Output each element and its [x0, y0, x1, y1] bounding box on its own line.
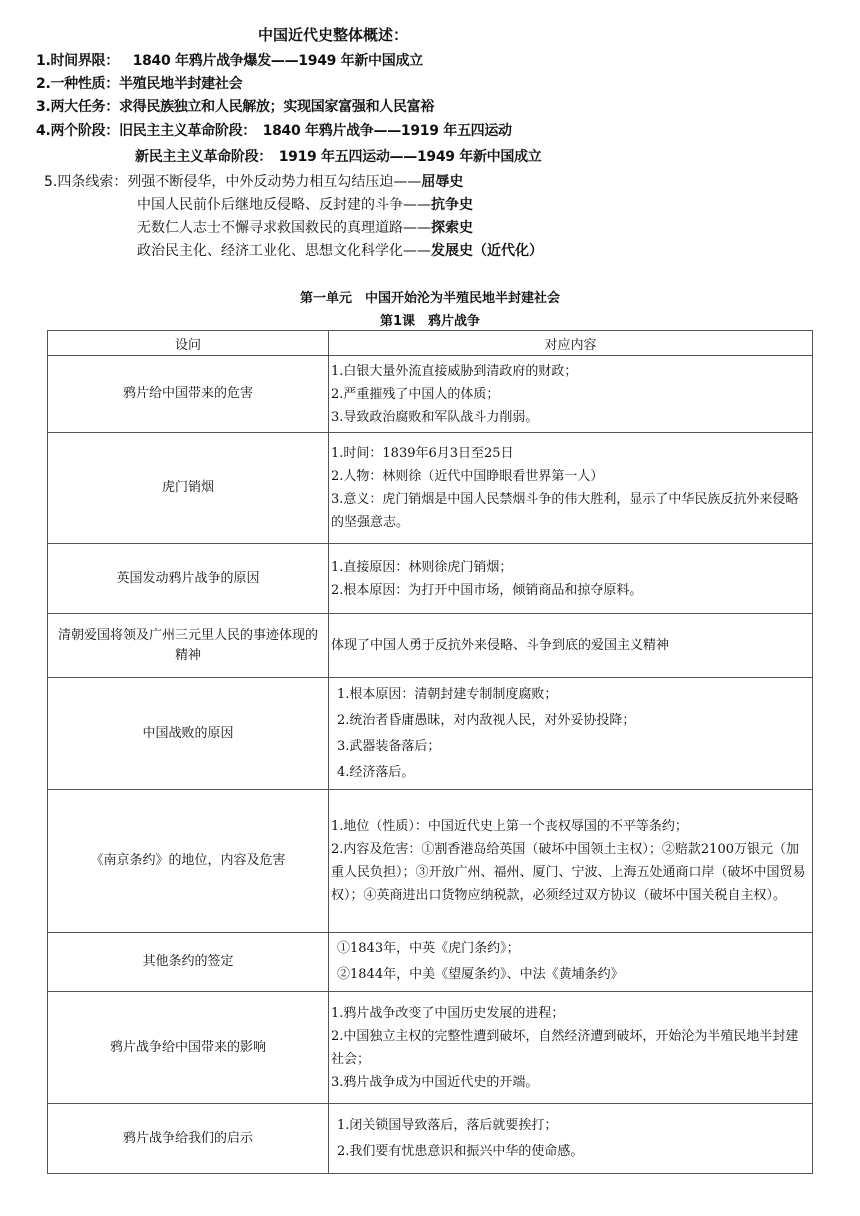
overview-value: 新民主主义革命阶段： 1919 年五四运动——1949 年新中国成立	[135, 149, 542, 165]
overview-value: 1840 年鸦片战争爆发——1949 年新中国成立	[118, 53, 423, 69]
overview-label: 2.一种性质：	[36, 76, 119, 92]
table-row	[48, 614, 813, 678]
thread-text: 无数仁人志士不懈寻求救国救民的真理道路——	[137, 220, 431, 236]
answer-line: ②1844年，中美《望厦条约》、中法《黄埔条约》	[337, 967, 624, 982]
answer-line: 3.武器装备落后；	[337, 738, 441, 754]
overview-value: 半殖民地半封建社会	[118, 76, 243, 92]
answer-line: 1.地位（性质）：中国近代史上第一个丧权辱国的不平等条约；	[331, 819, 688, 834]
answer-cell	[329, 614, 813, 678]
page-title: 中国近代史整体概述：	[258, 26, 409, 44]
table-row	[48, 790, 813, 933]
thread-line-2	[137, 194, 473, 214]
question-cell: 鸦片给中国带来的危害	[48, 356, 329, 433]
overview-line-time-range	[36, 50, 423, 70]
question-cell: 鸦片战争给中国带来的影响	[48, 992, 329, 1104]
overview-label: 4.两个阶段：	[36, 123, 119, 139]
header-answer: 对应内容	[329, 331, 813, 356]
answer-cell	[329, 356, 813, 433]
answer-line: ①1843年，中英《虎门条约》；	[337, 941, 520, 956]
thread-line-4	[137, 240, 543, 260]
thread-text: 政治民主化、经济工业化、思想文化科学化——	[137, 243, 431, 259]
table-row	[48, 678, 813, 790]
answer-cell	[329, 790, 813, 933]
question-cell: 鸦片战争给我们的启示	[48, 1104, 329, 1174]
thread-tag: 发展史（近代化）	[431, 243, 543, 259]
answer-line: 1.闭关锁国导致落后，落后就要挨打；	[337, 1117, 558, 1133]
overview-line-stage-two	[135, 146, 541, 166]
overview-label: 1.时间界限：	[36, 53, 119, 69]
question-cell: 中国战败的原因	[48, 678, 329, 790]
thread-text: 中国人民前仆后继地反侵略、反封建的斗争——	[137, 197, 431, 213]
thread-text: 列强不断侵华，中外反动势力相互勾结压迫——	[127, 174, 422, 190]
answer-line: 2.严重摧残了中国人的体质；	[331, 386, 500, 402]
answer-line: 体现了中国人勇于反抗外来侵略、斗争到底的爱国主义精神	[331, 638, 670, 653]
overview-label: 3.两大任务：	[36, 99, 119, 115]
threads-label: 5.四条线索：	[44, 174, 128, 190]
answer-line: 2.根本原因：为打开中国市场，倾销商品和掠夺原料。	[331, 582, 643, 598]
answer-line: 2.我们要有忧患意识和振兴中华的使命感。	[337, 1143, 584, 1159]
answer-line: 1.根本原因：清朝封建专制制度腐败；	[337, 686, 558, 702]
answer-line: 1.白银大量外流直接威胁到清政府的财政；	[331, 363, 578, 379]
question-cell: 其他条约的签定	[48, 933, 329, 992]
table-header-row	[48, 331, 813, 356]
answer-line: 2.内容及危害：①割香港岛给英国（破坏中国领土主权）；②赔款2100万银元（加重人民负担）；③开放广州、福州、厦门、宁波、上海五处通商口岸（破坏中国贸易权）；④英商进出口货物应纳税款，必须经过双方协议（破坏中国关税自主权）。	[331, 842, 806, 903]
answer-line: 2.统治者昏庸愚昧，对内敌视人民，对外妥协投降；	[337, 712, 636, 728]
question-cell: 虎门销烟	[48, 433, 329, 544]
thread-tag: 屈辱史	[421, 174, 464, 190]
answer-cell	[329, 433, 813, 544]
thread-line-3	[137, 217, 473, 237]
table-row	[48, 933, 813, 992]
overview-line-nature	[36, 73, 242, 93]
header-question: 设问	[48, 331, 329, 356]
answer-line: 1.直接原因：林则徐虎门销烟；	[331, 559, 513, 575]
thread-line-1	[44, 171, 463, 191]
answer-cell	[329, 544, 813, 614]
overview-value: 旧民主主义革命阶段： 1840 年鸦片战争——1919 年五四运动	[118, 123, 512, 139]
overview-line-tasks	[36, 96, 434, 116]
overview-line-stages	[36, 120, 512, 140]
answer-line: 3.鸦片战争成为中国近代史的开端。	[331, 1074, 539, 1090]
table-row	[48, 544, 813, 614]
answer-line: 1.时间：1839年6月3日至25日	[331, 446, 514, 461]
answer-cell	[329, 933, 813, 992]
table-row	[48, 992, 813, 1104]
lesson-title: 第1课 鸦片战争	[379, 314, 481, 329]
answer-cell	[329, 992, 813, 1104]
answer-cell	[329, 1104, 813, 1174]
answer-line: 1.鸦片战争改变了中国历史发展的进程；	[331, 1005, 565, 1021]
answer-line: 3.导致政治腐败和军队战斗力削弱。	[331, 409, 539, 425]
thread-tag: 探索史	[431, 220, 473, 236]
thread-tag: 抗争史	[431, 197, 473, 213]
table-row	[48, 356, 813, 433]
table-row	[48, 1104, 813, 1174]
answer-line: 3.意义：虎门销烟是中国人民禁烟斗争的伟大胜利，显示了中华民族反抗外来侵略的坚强意志。	[331, 492, 799, 530]
table-row	[48, 433, 813, 544]
unit-title: 第一单元 中国开始沦为半殖民地半封建社会	[299, 291, 560, 306]
overview-value: 求得民族独立和人民解放；实现国家富强和人民富裕	[118, 99, 435, 115]
answer-line: 4.经济落后。	[337, 764, 415, 780]
answer-line: 2.人物：林则徐（近代中国睁眼看世界第一人）	[331, 469, 604, 484]
question-cell: 《南京条约》的地位，内容及危害	[48, 790, 329, 933]
qa-table	[47, 330, 813, 1174]
answer-cell	[329, 678, 813, 790]
question-cell: 英国发动鸦片战争的原因	[48, 544, 329, 614]
question-cell: 清朝爱国将领及广州三元里人民的事迹体现的精神	[48, 614, 329, 678]
answer-line: 2.中国独立主权的完整性遭到破坏，自然经济遭到破坏，开始沦为半殖民地半封建社会；	[331, 1028, 799, 1067]
